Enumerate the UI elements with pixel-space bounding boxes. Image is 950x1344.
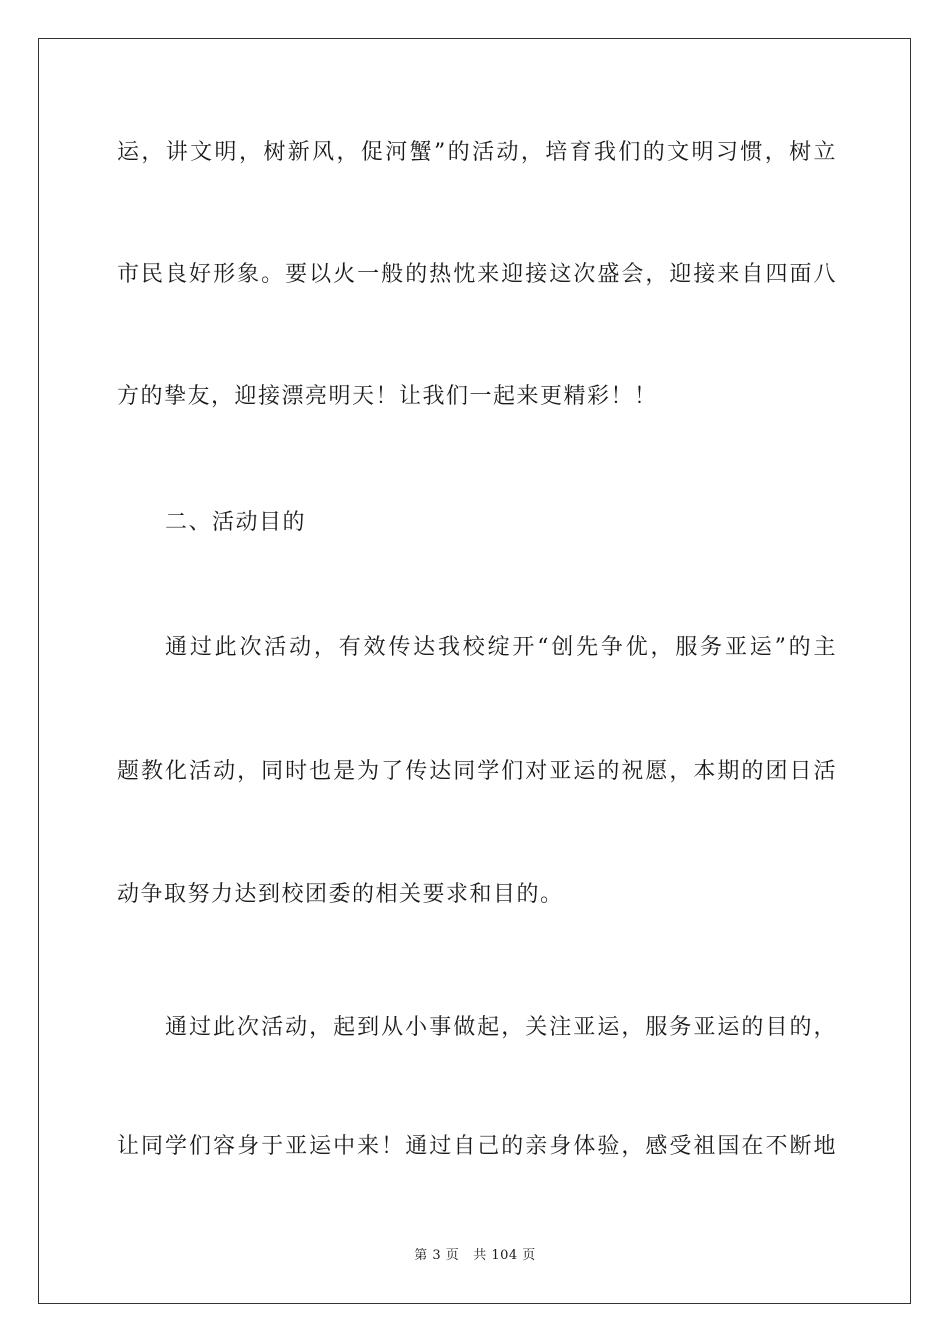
section-heading: 二、活动目的 (165, 510, 307, 535)
page-total: 共 104 页 (473, 1248, 536, 1263)
paragraph-line: 市民良好形象。要以火一般的热忱来迎接这次盛会，迎接来自四面八 (117, 262, 837, 287)
paragraph-line: 方的挚友，迎接漂亮明天！让我们一起来更精彩！！ (117, 384, 658, 409)
page-number: 第 3 页 (414, 1248, 460, 1263)
paragraph-line: 运，讲文明，树新风，促河蟹”的活动，培育我们的文明习惯，树立 (117, 140, 837, 165)
paragraph-line: 动争取努力达到校团委的相关要求和目的。 (117, 882, 564, 907)
page-border (38, 38, 911, 1304)
paragraph-line: 通过此次活动，有效传达我校绽开“创先争优，服务亚运”的主 (165, 635, 837, 660)
page-footer (0, 1247, 950, 1265)
paragraph-line: 让同学们容身于亚运中来！通过自己的亲身体验，感受祖国在不断地 (117, 1134, 837, 1159)
paragraph-line: 题教化活动，同时也是为了传达同学们对亚运的祝愿，本期的团日活 (117, 759, 837, 784)
paragraph-line: 通过此次活动，起到从小事做起，关注亚运，服务亚运的目的， (165, 1015, 837, 1040)
